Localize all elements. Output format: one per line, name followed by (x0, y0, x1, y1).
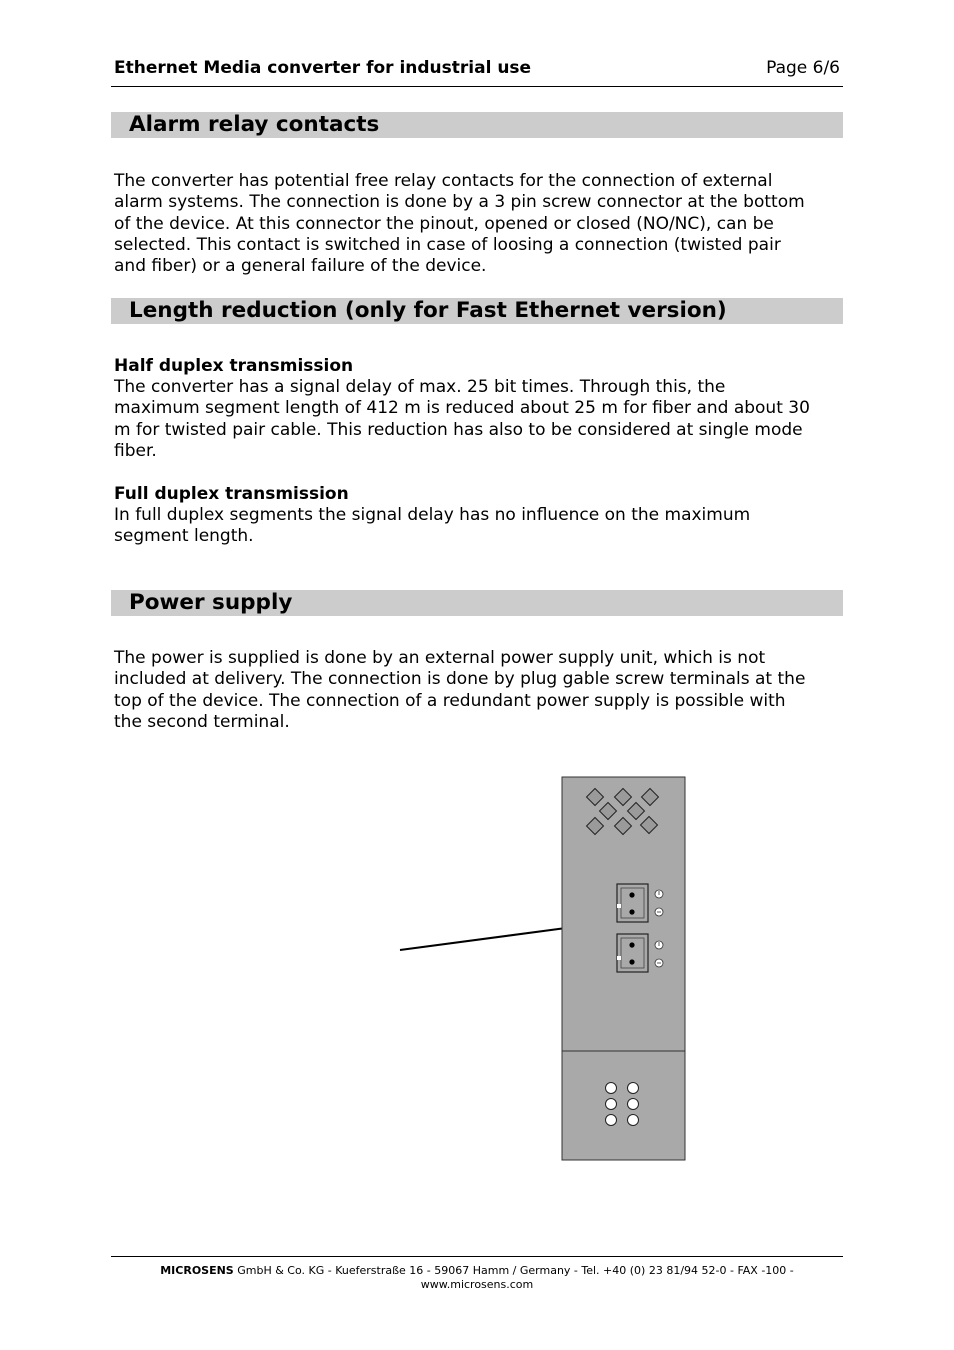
footer-address-line (111, 1264, 843, 1278)
power-heading-text: Power supply (129, 590, 293, 615)
power-paragraph (114, 648, 844, 733)
device-lower-panel (562, 1051, 685, 1160)
alarm-heading-text: Alarm relay contacts (129, 112, 380, 137)
text-line: the second terminal. (114, 711, 290, 732)
text-line: m for twisted pair cable. This reduction has also to be considered at single mode (114, 419, 803, 440)
text-line: top of the device. The connection of a redundant power supply is possible with (114, 690, 786, 711)
text-line: segment length. (114, 526, 254, 547)
section-heading-length (111, 298, 843, 324)
length-heading-text: Length reduction (only for Fast Ethernet version) (129, 298, 727, 323)
device-drawing (380, 770, 700, 1170)
page-number: Page 6/6 (766, 58, 840, 78)
text-line: fiber. (114, 440, 157, 461)
half-duplex-paragraph (114, 377, 844, 462)
page-header (111, 56, 843, 87)
company-address: GmbH & Co. KG - Kueferstraße 16 - 59067 Hamm / Germany - Tel. +40 (0) 23 81/94 52-0 - FAX -100 - (233, 1264, 794, 1277)
pointer-arrow (400, 920, 578, 950)
footer-divider (111, 1256, 843, 1257)
text-line: of the device. At this connector the pinout, opened or closed (NO/NC), can be (114, 213, 774, 234)
device-figure (380, 770, 700, 1170)
full-duplex-paragraph (114, 505, 844, 548)
section-heading-power (111, 590, 843, 616)
text-line: and fiber) or a general failure of the device. (114, 256, 487, 277)
text-line: In full duplex segments the signal delay has no influence on the maximum (114, 505, 751, 525)
document-title: Ethernet Media converter for industrial use (114, 58, 532, 78)
text-line: selected. This contact is switched in case of loosing a connection (twisted pair (114, 234, 781, 255)
company-name: MICROSENS (160, 1264, 234, 1277)
company-website: www.microsens.com (420, 1278, 534, 1291)
text-line: maximum segment length of 412 m is reduced about 25 m for fiber and about 30 (114, 398, 810, 419)
text-line: included at delivery. The connection is done by plug gable screw terminals at the (114, 669, 806, 690)
alarm-paragraph (114, 171, 844, 277)
text-line: The power is supplied is done by an external power supply unit, which is not (114, 648, 766, 668)
page-footer (111, 1264, 843, 1292)
text-line: The converter has potential free relay contacts for the connection of external (114, 171, 773, 191)
text-line: alarm systems. The connection is done by a 3 pin screw connector at the bottom (114, 192, 805, 213)
section-heading-alarm (111, 112, 843, 138)
text-line: The converter has a signal delay of max. 25 bit times. Through this, the (114, 377, 726, 397)
half-duplex-title: Half duplex transmission (114, 356, 354, 376)
full-duplex-title: Full duplex transmission (114, 484, 349, 504)
